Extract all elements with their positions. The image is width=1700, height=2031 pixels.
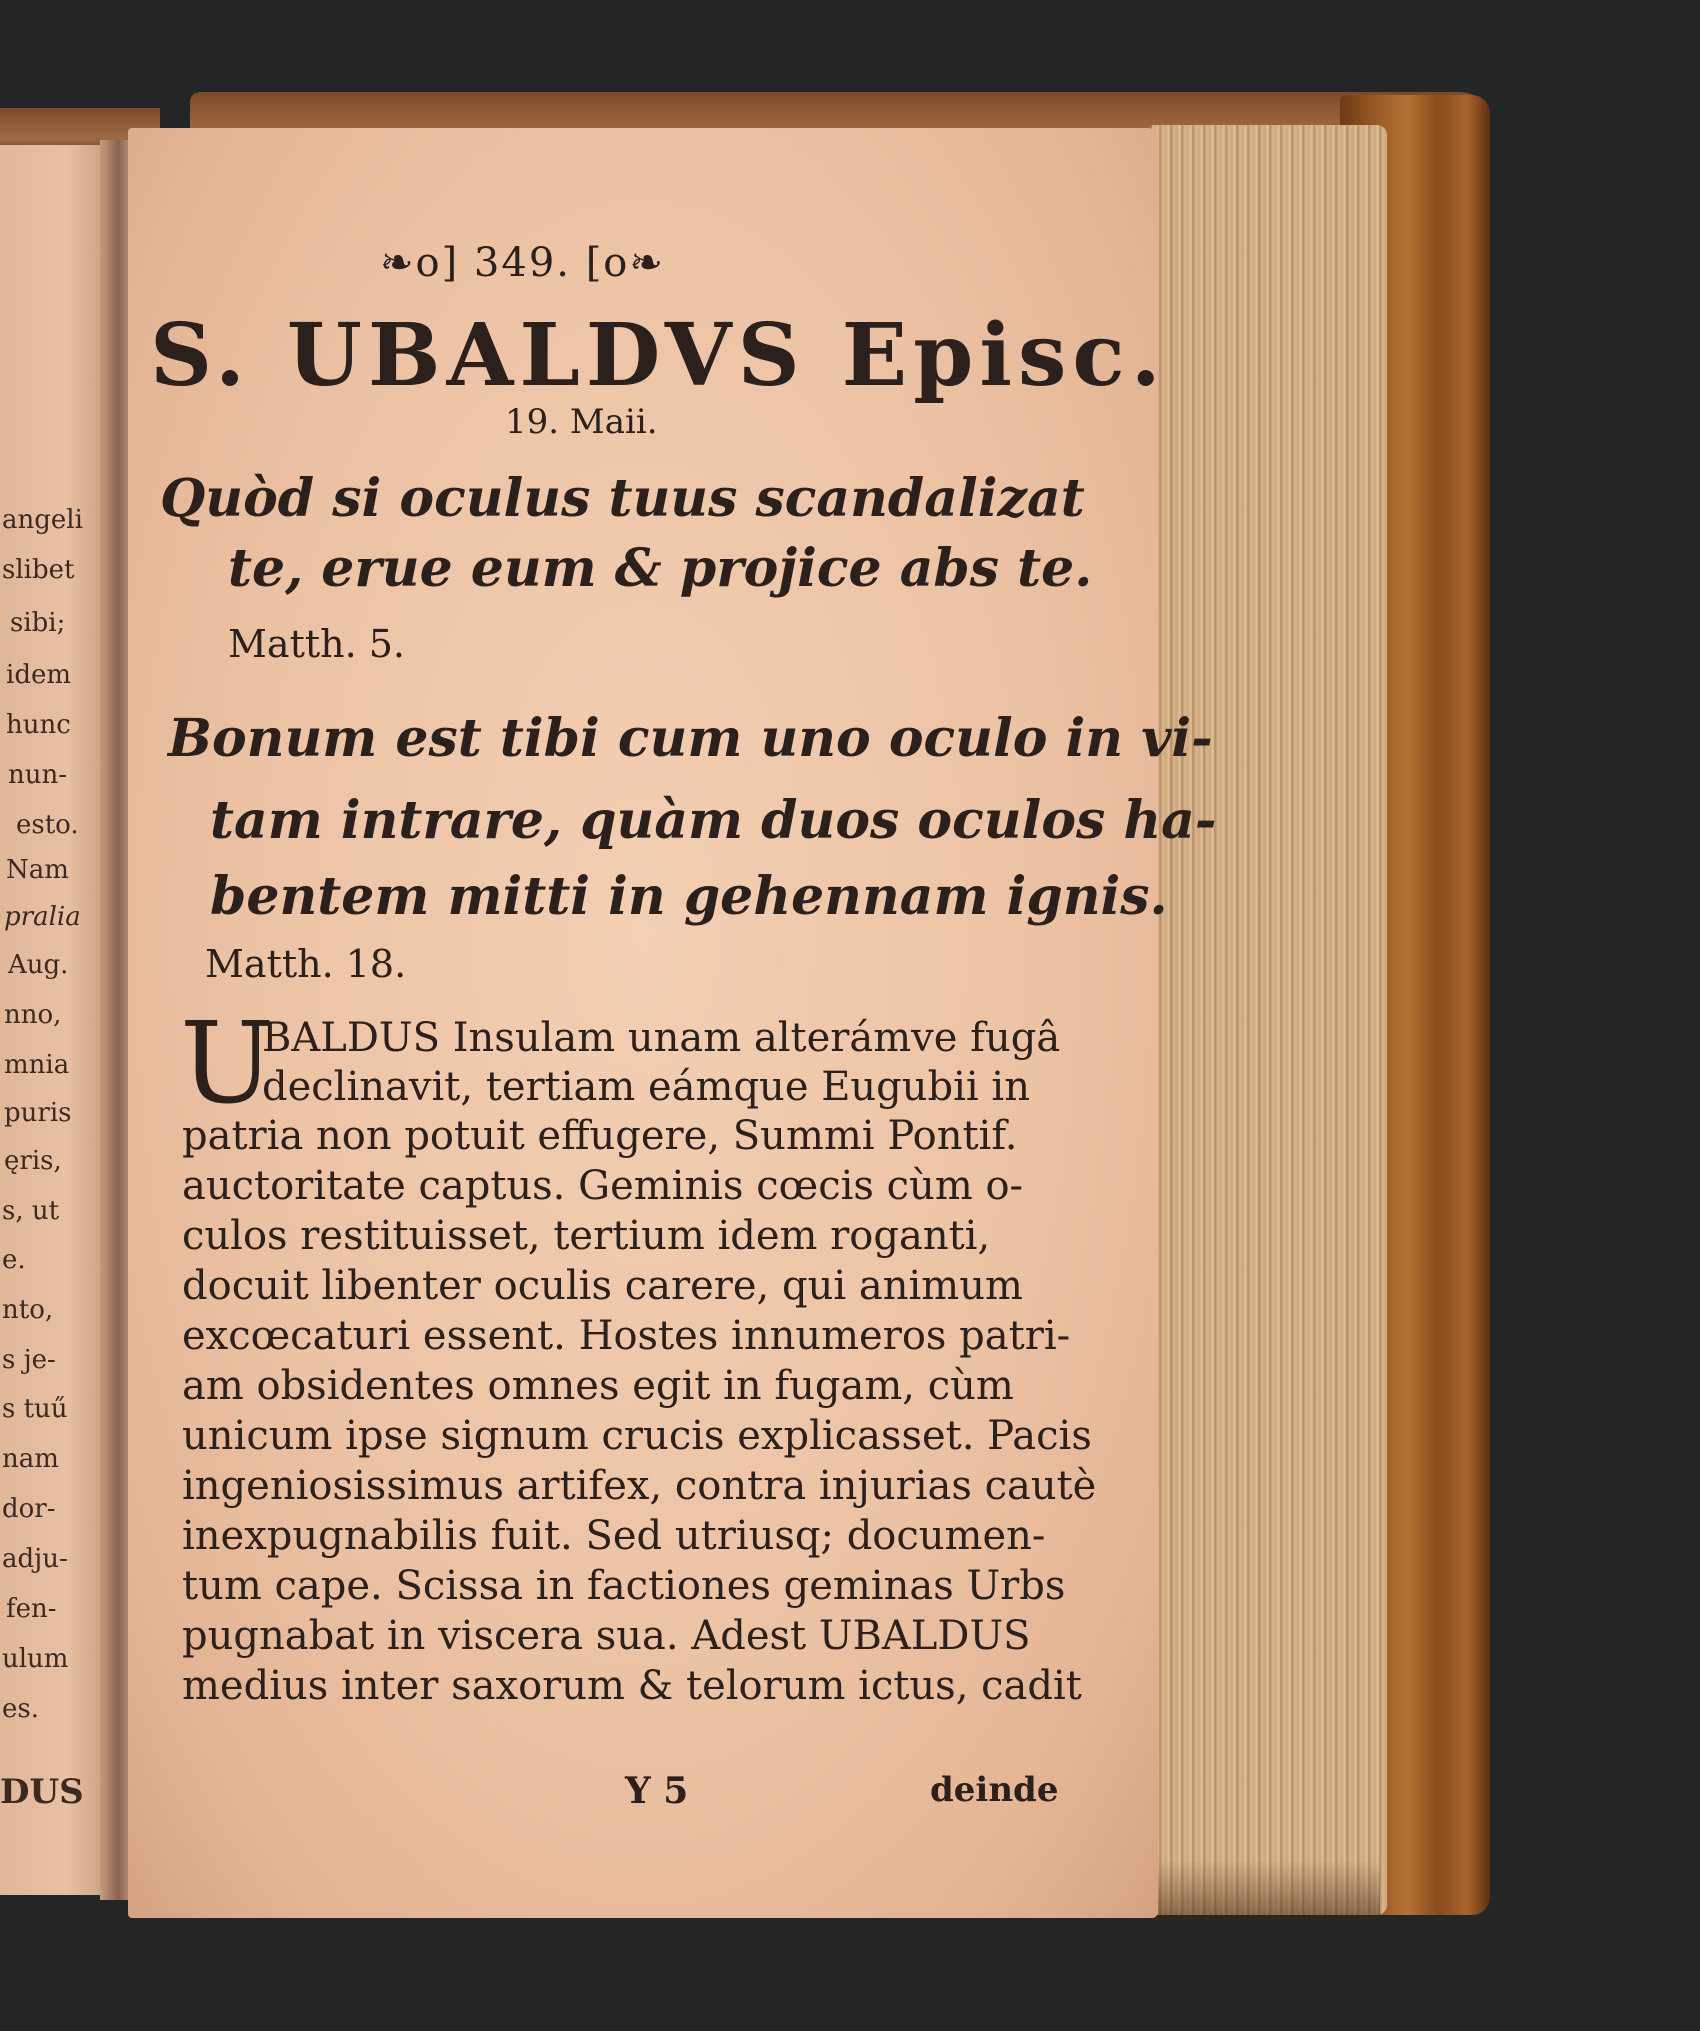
left-fragment: ęris, <box>4 1146 62 1176</box>
left-fragment: fen- <box>6 1594 57 1624</box>
body-line: excœcaturi essent. Hostes innumeros patri- <box>182 1313 1071 1359</box>
left-fragment: Aug. <box>8 950 69 980</box>
scripture-reference: Matth. 5. <box>228 622 405 666</box>
left-fragment: idem <box>6 660 71 690</box>
left-fragment: puris <box>4 1098 72 1128</box>
left-fragment: DUS <box>0 1772 84 1812</box>
body-line: BALDUS Insulam unam alterámve fugâ <box>262 1015 1061 1061</box>
body-line: culos restituisset, tertium idem roganti, <box>182 1213 991 1259</box>
body-line: tum cape. Scissa in factiones geminas Urbs <box>182 1563 1066 1609</box>
body-line: auctoritate captus. Geminis cœcis cùm o- <box>182 1163 1024 1209</box>
quote-line: tam intrare, quàm duos oculos ha- <box>210 790 1217 851</box>
quote-line: Bonum est tibi cum uno oculo in vi- <box>168 708 1213 769</box>
body-line: declinavit, tertiam eámque Eugubii in <box>262 1064 1030 1110</box>
left-fragment: sibi; <box>10 608 66 638</box>
left-fragment: mnia <box>4 1050 70 1080</box>
signature-mark: Y 5 <box>625 1770 689 1812</box>
left-fragment: s, ut <box>2 1196 60 1226</box>
drop-cap: U <box>180 999 275 1129</box>
saint-title: S. UBALDVS Episc. <box>150 305 1167 406</box>
page-edges <box>1150 125 1387 1915</box>
body-line: inexpugnabilis fuit. Sed utriusq; documen- <box>182 1513 1046 1559</box>
left-fragment: Nam <box>6 855 69 885</box>
body-line: ingeniosissimus artifex, contra injurias cautè <box>182 1463 1097 1509</box>
catchword: deinde <box>930 1770 1059 1810</box>
left-fragment: angeli <box>2 505 83 535</box>
left-fragment: hunc <box>6 710 71 740</box>
left-fragment: s je- <box>2 1345 56 1375</box>
feast-date: 19. Maii. <box>505 402 658 442</box>
body-line: docuit libenter oculis carere, qui animum <box>182 1263 1023 1309</box>
quote-line: bentem mitti in gehennam ignis. <box>210 866 1168 927</box>
body-line: am obsidentes omnes egit in fugam, cùm <box>182 1363 1014 1409</box>
page-header: ❧o] 349. [o❧ <box>380 240 665 286</box>
quote-line: Quòd si oculus tuus scandalizat <box>160 468 1085 529</box>
left-fragment: nto, <box>2 1295 54 1325</box>
body-line: pugnabat in viscera sua. Adest UBALDUS <box>182 1613 1031 1659</box>
left-fragment: es. <box>2 1694 39 1724</box>
page-edges-shadow <box>1150 1860 1380 1920</box>
left-fragment: nam <box>2 1444 59 1474</box>
body-line: patria non potuit effugere, Summi Pontif. <box>182 1113 1018 1159</box>
scripture-reference: Matth. 18. <box>205 942 407 986</box>
left-fragment: esto. <box>16 810 79 840</box>
left-fragment: ulum <box>2 1644 69 1674</box>
left-fragment: nno, <box>4 1000 62 1030</box>
left-fragment: slibet <box>2 555 75 585</box>
left-fragment: e. <box>2 1245 26 1275</box>
left-fragment: nun- <box>8 760 68 790</box>
body-line: medius inter saxorum & telorum ictus, cadit <box>182 1663 1082 1709</box>
left-fragment: s tuű <box>2 1394 68 1424</box>
left-fragment: pralia <box>4 902 81 932</box>
body-line: unicum ipse signum crucis explicasset. Pacis <box>182 1413 1092 1459</box>
left-fragment: dor- <box>2 1494 56 1524</box>
left-fragment: adju- <box>2 1544 68 1574</box>
quote-line: te, erue eum & projice abs te. <box>228 538 1093 599</box>
